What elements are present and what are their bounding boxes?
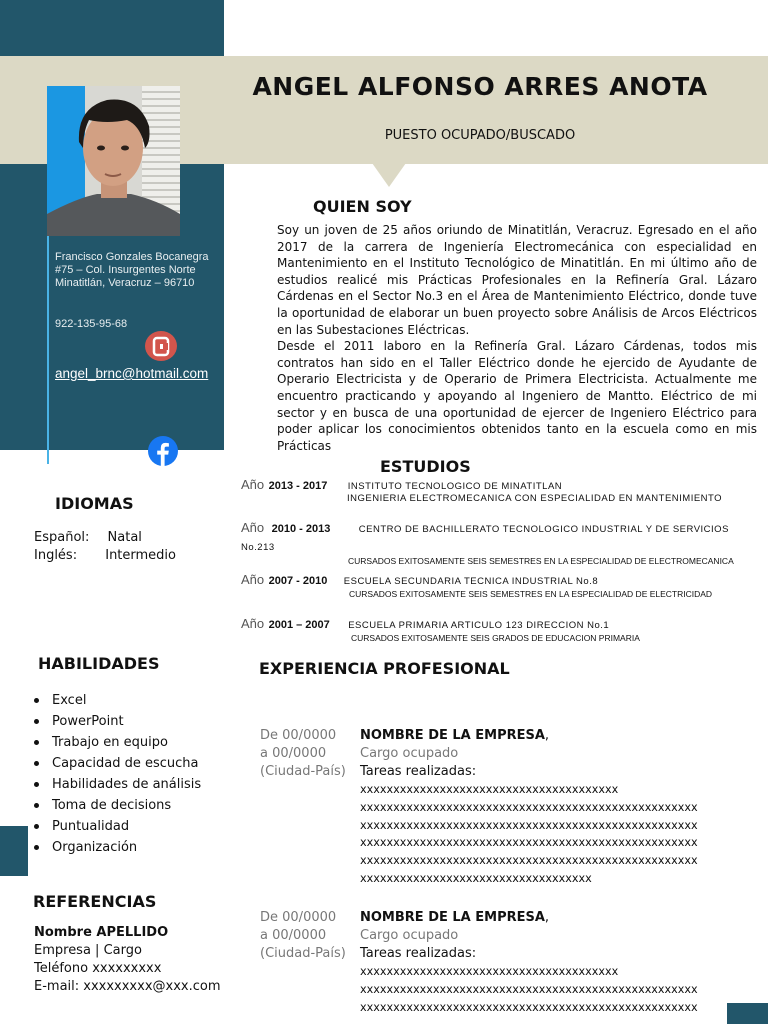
sidebar-top-block	[0, 0, 224, 56]
task-line: xxxxxxxxxxxxxxxxxxxxxxxxxxxxxxxxxxxxxxxxxxxxxxxxxxx	[360, 800, 698, 814]
study-item	[241, 476, 761, 504]
skill-item: PowerPoint	[34, 711, 201, 732]
reference-phone: Teléfono xxxxxxxxx	[34, 961, 162, 976]
skill-item: Toma de decisions	[34, 795, 201, 816]
study-item	[241, 519, 761, 566]
study-school: ESCUELA PRIMARIA ARTICULO 123 DIRECCION No.1	[348, 620, 610, 631]
language-level: Intermedio	[105, 548, 176, 563]
year-label: Año	[241, 616, 265, 631]
about-paragraph-1: Soy un joven de 25 años oriundo de Minatitlán, Veracruz. Egresado en el año 2017 de la carrera de Ingeniería Electromecánica con especialidad en Mantenimiento en el Instituto Tecnológico de Minatitlán. En mi último año de estudios realicé mis Prácticas Profesionales en la Refinería Gral. Lázaro Cárdenas en el Sector No.3 en el Área de Mantenimiento Eléctrico, donde tuve la oportunidad de elaborar un buen proyecto sobre Análisis de Arcos Eléctricos en las Subestaciones Eléctricas.	[277, 223, 757, 337]
study-years: 2007 - 2010	[268, 575, 328, 587]
profile-photo	[47, 86, 180, 236]
languages-heading: IDIOMAS	[55, 494, 134, 513]
language-level: Natal	[107, 530, 142, 545]
company-suffix: ,	[544, 910, 550, 925]
study-school: CENTRO DE BACHILLERATO TECNOLOGICO INDUSTRIAL Y DE SERVICIOS No.213	[241, 524, 729, 553]
about-paragraph-2: Desde el 2011 laboro en la Refinería Gral. Lázaro Cárdenas, todos mis contratos han sido en el Taller Eléctrico donde he ejercido de Ayudante de Operario Electricista y de Operario de Primera Electricista. Actualmente me encuentro practicando y apoyando al Ingeniero de Mantto. Eléctrico de mi sector y en busca de una oportunidad de ejercer de Ingeniero Eléctrico para poder aplicar los conocimientos obtenidos tanto en la escuela como en mis Prácticas	[277, 339, 757, 453]
facebook-icon[interactable]	[148, 436, 178, 466]
company-name: NOMBRE DE LA EMPRESA	[360, 728, 545, 743]
candidate-name: ANGEL ALFONSO ARRES ANOTA	[252, 72, 708, 101]
company-name: NOMBRE DE LA EMPRESA	[360, 910, 545, 925]
skill-item: Trabajo en equipo	[34, 732, 201, 753]
address	[55, 251, 223, 290]
phone-number: 922-135-95-68	[55, 318, 128, 330]
task-line: xxxxxxxxxxxxxxxxxxxxxxxxxxxxxxxxxxx	[360, 871, 592, 885]
language-name: Español:	[34, 530, 90, 545]
task-line: xxxxxxxxxxxxxxxxxxxxxxxxxxxxxxxxxxxxxxx	[360, 783, 619, 796]
task-line: xxxxxxxxxxxxxxxxxxxxxxxxxxxxxxxxxxxxxxxxxxxxxxxxxxx	[360, 982, 698, 996]
location: (Ciudad-País)	[260, 946, 346, 961]
skill-item: Habilidades de análisis	[34, 774, 201, 795]
study-detail: INGENIERIA ELECTROMECANICA CON ESPECIALIDAD EN MANTENIMIENTO	[347, 493, 723, 504]
task-line: xxxxxxxxxxxxxxxxxxxxxxxxxxxxxxxxxxxxxxx	[360, 965, 619, 978]
address-line-1: Francisco Gonzales Bocanegra	[55, 251, 209, 263]
studies-list	[230, 470, 768, 643]
skill-item: Puntualidad	[34, 816, 201, 837]
role: Cargo ocupado	[360, 928, 459, 943]
skills-heading: HABILIDADES	[38, 654, 160, 673]
date-from: De 00/0000	[260, 728, 337, 743]
skill-item: Capacidad de escucha	[34, 753, 201, 774]
date-from: De 00/0000	[260, 910, 337, 925]
role: Cargo ocupado	[360, 746, 459, 761]
header-pointer	[372, 163, 406, 187]
references-heading: REFERENCIAS	[33, 892, 157, 911]
skill-item: Excel	[34, 690, 201, 711]
address-line-3: Minatitlán, Veracruz – 96710	[55, 277, 195, 289]
tasks-label: Tareas realizadas:	[360, 764, 477, 779]
study-detail: CURSADOS EXITOSAMENTE SEIS SEMESTRES EN LA ESPECIALIDAD DE ELECTROMECANICA	[348, 556, 734, 566]
task-line: xxxxxxxxxxxxxxxxxxxxxxxxxxxxxxxxxxxxxxxxxxxxxxxxxxx	[360, 818, 698, 832]
experience-heading: EXPERIENCIA PROFESIONAL	[259, 659, 510, 678]
decorative-block	[0, 826, 28, 876]
study-detail: CURSADOS EXITOSAMENTE SEIS SEMESTRES EN LA ESPECIALIDAD DE ELECTRICIDAD	[349, 589, 713, 599]
reference-email: E-mail: xxxxxxxxx@xxx.com	[34, 979, 221, 994]
about-heading: QUIEN SOY	[313, 197, 412, 216]
year-label: Año	[241, 520, 265, 535]
task-line: xxxxxxxxxxxxxxxxxxxxxxxxxxxxxxxxxxxxxxxxxxxxxxxxxxx	[360, 836, 698, 850]
study-years: 2013 - 2017	[268, 480, 328, 492]
decorative-block	[727, 1003, 768, 1024]
about-text	[277, 222, 757, 453]
reference-company: Empresa | Cargo	[34, 943, 142, 958]
study-years: 2010 - 2013	[271, 523, 331, 535]
study-years: 2001 – 2007	[268, 619, 330, 631]
study-school: INSTITUTO TECNOLOGICO DE MINATITLAN	[347, 481, 563, 492]
year-label: Año	[241, 477, 265, 492]
skills-list	[34, 690, 201, 858]
task-line: xxxxxxxxxxxxxxxxxxxxxxxxxxxxxxxxxxxxxxxxxxxxxxxxxxx	[360, 854, 698, 868]
study-item	[241, 571, 761, 599]
studies-heading: ESTUDIOS	[380, 457, 471, 476]
language-row	[34, 530, 142, 545]
year-label: Año	[241, 572, 265, 587]
language-row	[34, 548, 176, 563]
study-detail: CURSADOS EXITOSAMENTE SEIS GRADOS DE EDUCACION PRIMARIA	[351, 633, 640, 643]
experience-dates	[260, 727, 360, 781]
address-line-2: #75 – Col. Insurgentes Norte	[55, 264, 196, 276]
location: (Ciudad-País)	[260, 764, 346, 779]
email-link[interactable]: angel_brnc@hotmail.com	[55, 366, 209, 381]
task-line: xxxxxxxxxxxxxxxxxxxxxxxxxxxxxxxxxxxxxxxxxxxxxxxxxxx	[360, 1000, 698, 1014]
study-school: ESCUELA SECUNDARIA TECNICA INDUSTRIAL No.8	[343, 576, 599, 587]
reference-name: Nombre APELLIDO	[34, 925, 169, 940]
position-title: PUESTO OCUPADO/BUSCADO	[384, 128, 576, 143]
accent-line	[47, 236, 49, 464]
company-suffix: ,	[544, 728, 550, 743]
experience-entry	[360, 727, 740, 888]
skill-item: Organización	[34, 837, 201, 858]
phone-icon	[145, 331, 177, 361]
language-name: Inglés:	[34, 548, 78, 563]
date-to: a 00/0000	[260, 746, 327, 761]
tasks-label: Tareas realizadas:	[360, 946, 477, 961]
date-to: a 00/0000	[260, 928, 327, 943]
experience-dates	[260, 909, 360, 963]
study-item	[241, 615, 761, 643]
experience-entry	[360, 909, 740, 1016]
